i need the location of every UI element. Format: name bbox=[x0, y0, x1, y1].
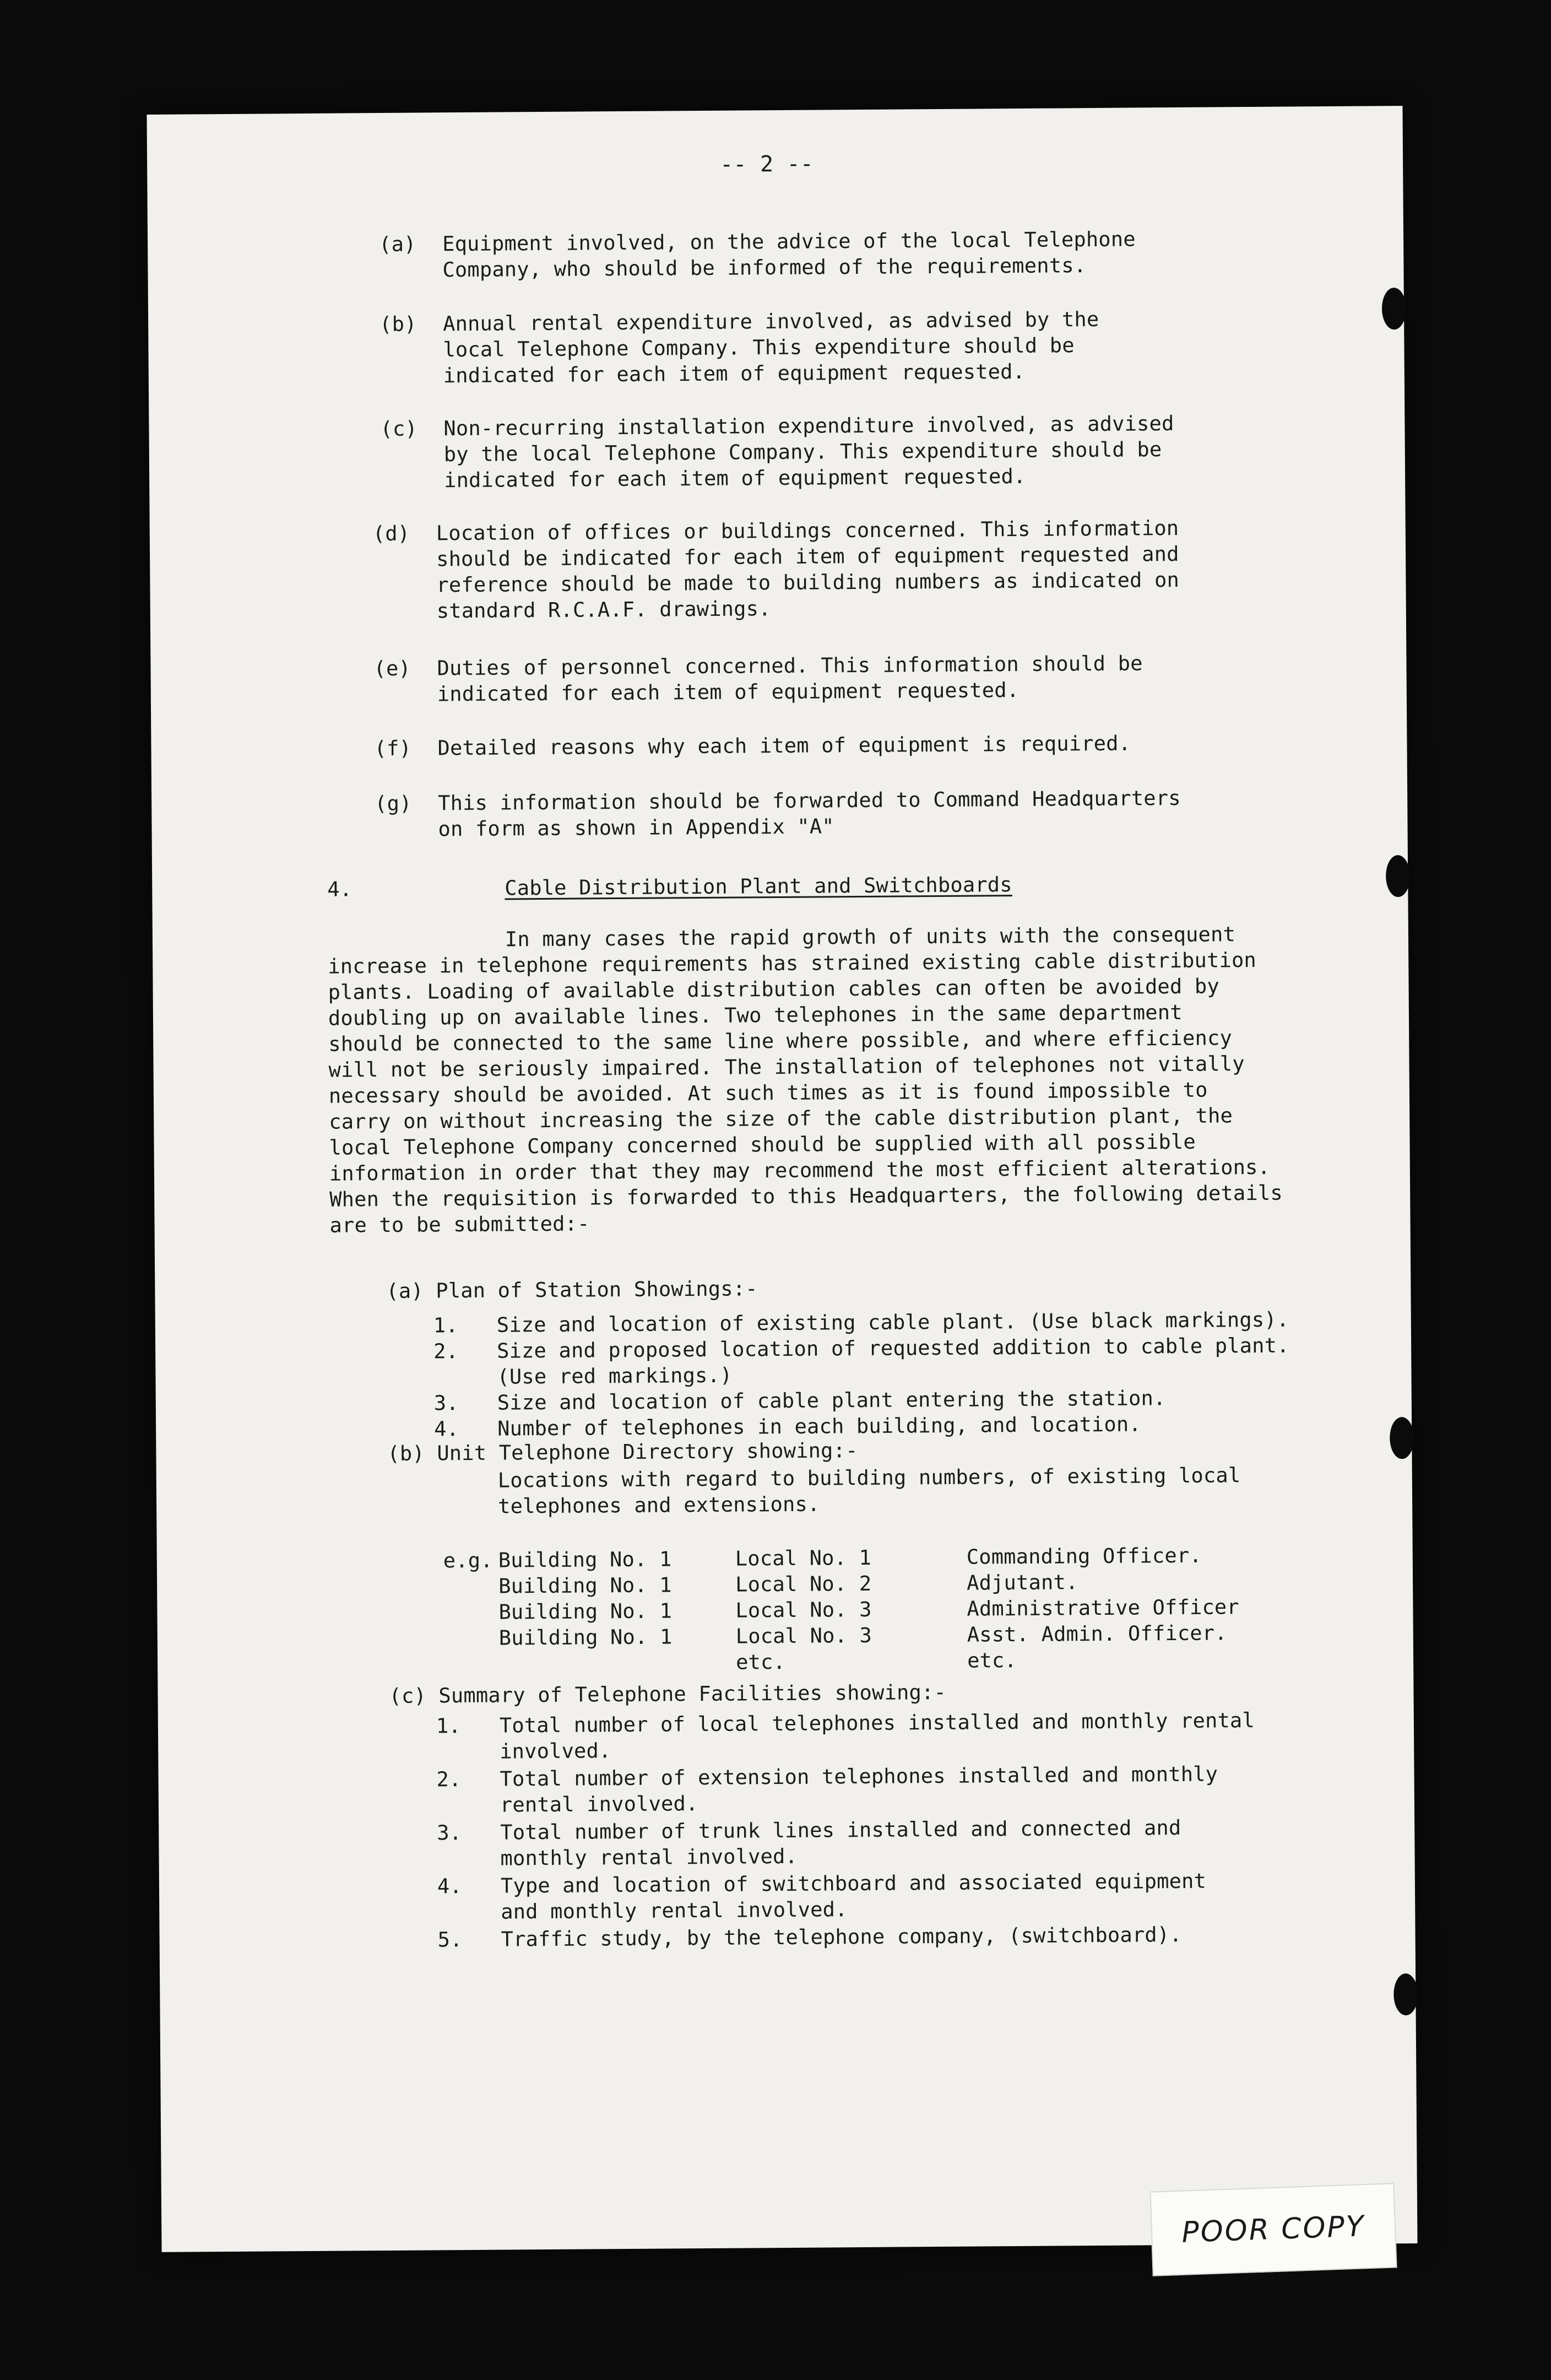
paragraph-line: are to be submitted:- bbox=[329, 1211, 590, 1237]
directory-building: Building No. 1 bbox=[498, 1573, 672, 1598]
directory-local: Local No. 3 bbox=[735, 1623, 872, 1648]
item-label: (g) bbox=[375, 791, 412, 816]
subsection-title: (b) Unit Telephone Directory showing:- bbox=[387, 1438, 858, 1466]
list-number: 4. bbox=[434, 1417, 459, 1441]
document-page bbox=[147, 106, 1417, 2252]
list-number: 1. bbox=[433, 1313, 458, 1338]
list-number: 4. bbox=[437, 1874, 463, 1898]
directory-building: Building No. 1 bbox=[498, 1599, 673, 1624]
item-text-line: indicated for each item of equipment requested. bbox=[443, 359, 1026, 388]
list-number: 2. bbox=[436, 1767, 462, 1792]
paragraph-line: necessary should be avoided. At such times as it is found impossible to bbox=[328, 1078, 1208, 1108]
directory-office: etc. bbox=[967, 1648, 1017, 1673]
subsection-text-line: Locations with regard to building numbers, of existing local bbox=[497, 1463, 1241, 1492]
list-text-line: Type and location of switchboard and associated equipment bbox=[500, 1869, 1207, 1898]
directory-building: Building No. 1 bbox=[498, 1625, 673, 1650]
list-text-line: Total number of extension telephones installed and monthly bbox=[500, 1762, 1218, 1791]
punch-hole bbox=[1382, 288, 1407, 329]
paragraph-line: plants. Loading of available distribution cables can often be avoided by bbox=[328, 974, 1219, 1004]
item-label: (a) bbox=[378, 232, 416, 257]
item-text-line: by the local Telephone Company. This expenditure should be bbox=[443, 437, 1162, 467]
list-text-line: (Use red markings.) bbox=[497, 1363, 733, 1389]
item-text-line: This information should be forwarded to Command Headquarters bbox=[438, 786, 1181, 815]
list-text-line: Traffic study, by the telephone company, (switchboard). bbox=[501, 1922, 1182, 1951]
item-text-line: indicated for each item of equipment requested. bbox=[443, 464, 1026, 493]
item-label: (d) bbox=[372, 521, 410, 546]
item-text-line: Location of offices or buildings concerned. This information bbox=[436, 516, 1179, 545]
list-number: 3. bbox=[433, 1391, 459, 1415]
directory-building: Building No. 1 bbox=[498, 1547, 672, 1572]
document-text bbox=[147, 106, 1402, 1952]
list-text-line: involved. bbox=[500, 1739, 611, 1764]
paragraph-line: In many cases the rapid growth of units with the consequent bbox=[505, 922, 1236, 951]
item-text-line: reference should be made to building numbers as indicated on bbox=[436, 567, 1180, 597]
item-label: (e) bbox=[373, 656, 411, 681]
list-text-line: Total number of trunk lines installed and connected and bbox=[500, 1815, 1181, 1844]
paragraph-line: carry on without increasing the size of the cable distribution plant, the bbox=[329, 1104, 1233, 1134]
directory-office: Administrative Officer bbox=[967, 1595, 1240, 1621]
stamp-text: POOR COPY bbox=[1181, 2210, 1366, 2249]
paragraph-line: increase in telephone requirements has strained existing cable distribution bbox=[328, 948, 1257, 978]
directory-local: etc. bbox=[735, 1649, 786, 1674]
list-number: 2. bbox=[433, 1339, 459, 1364]
paragraph-line: will not be seriously impaired. The installation of telephones not vitally bbox=[328, 1052, 1245, 1082]
item-text-line: Equipment involved, on the advice of the local Telephone bbox=[442, 227, 1136, 256]
list-text-line: rental involved. bbox=[500, 1792, 698, 1817]
item-label: (c) bbox=[380, 416, 418, 441]
directory-office: Commanding Officer. bbox=[966, 1543, 1202, 1569]
item-text-line: Detailed reasons why each item of equipment is required. bbox=[437, 731, 1131, 760]
list-number: 3. bbox=[437, 1821, 462, 1845]
directory-local: Local No. 3 bbox=[735, 1597, 872, 1622]
list-text-line: Size and location of existing cable plant. (Use black markings). bbox=[496, 1307, 1289, 1337]
paragraph-line: information in order that they may recommend the most efficient alterations. bbox=[329, 1155, 1271, 1186]
list-text-line: Size and proposed location of requested addition to cable plant. bbox=[497, 1333, 1289, 1363]
item-text-line: indicated for each item of equipment requested. bbox=[437, 678, 1019, 706]
punch-hole bbox=[1386, 855, 1411, 897]
item-text-line: on form as shown in Appendix "A" bbox=[438, 814, 834, 841]
item-text-line: standard R.C.A.F. drawings. bbox=[436, 597, 771, 623]
list-text-line: Number of telephones in each building, and location. bbox=[497, 1412, 1142, 1441]
subsection-title: (c) Summary of Telephone Facilities showing:- bbox=[389, 1680, 947, 1708]
list-text-line: monthly rental involved. bbox=[500, 1844, 798, 1870]
paragraph-line: should be connected to the same line where possible, and where efficiency bbox=[328, 1026, 1233, 1056]
item-text-line: should be indicated for each item of equipment requested and bbox=[436, 542, 1179, 571]
item-text-line: Duties of personnel concerned. This information should be bbox=[437, 651, 1143, 680]
item-text-line: Annual rental expenditure involved, as advised by the bbox=[442, 307, 1099, 336]
list-text-line: Total number of local telephones installed and monthly rental bbox=[499, 1708, 1255, 1738]
paragraph-line: When the requisition is forwarded to this Headquarters, the following details bbox=[329, 1181, 1283, 1211]
directory-office: Asst. Admin. Officer. bbox=[967, 1621, 1227, 1647]
paragraph-line: doubling up on available lines. Two telephones in the same department bbox=[328, 1000, 1183, 1030]
list-text-line: Size and location of cable plant entering the station. bbox=[497, 1386, 1166, 1415]
punch-hole bbox=[1393, 1973, 1418, 2015]
item-label: (b) bbox=[379, 312, 417, 337]
page-number: -- 2 -- bbox=[719, 151, 814, 177]
item-text-line: local Telephone Company. This expenditure should be bbox=[443, 333, 1075, 362]
list-text-line: and monthly rental involved. bbox=[501, 1897, 848, 1924]
subsection-text-line: telephones and extensions. bbox=[497, 1492, 820, 1518]
section-number: 4. bbox=[327, 877, 352, 901]
list-number: 5. bbox=[437, 1928, 463, 1952]
punch-hole bbox=[1390, 1417, 1414, 1459]
subsection-title: (a) Plan of Station Showings:- bbox=[386, 1276, 758, 1303]
item-text-line: Non-recurring installation expenditure involved, as advised bbox=[443, 411, 1174, 441]
section-heading: Cable Distribution Plant and Switchboards bbox=[505, 873, 1012, 900]
poor-copy-stamp bbox=[1149, 2183, 1397, 2276]
item-label: (f) bbox=[374, 736, 412, 761]
item-text-line: Company, who should be informed of the requirements. bbox=[442, 253, 1087, 282]
directory-local: Local No. 2 bbox=[735, 1571, 872, 1597]
paragraph-line: local Telephone Company concerned should be supplied with all possible bbox=[329, 1129, 1196, 1160]
list-number: 1. bbox=[436, 1714, 462, 1738]
directory-office: Adjutant. bbox=[966, 1570, 1078, 1595]
directory-prefix: e.g. bbox=[443, 1548, 493, 1573]
directory-local: Local No. 1 bbox=[735, 1545, 872, 1571]
